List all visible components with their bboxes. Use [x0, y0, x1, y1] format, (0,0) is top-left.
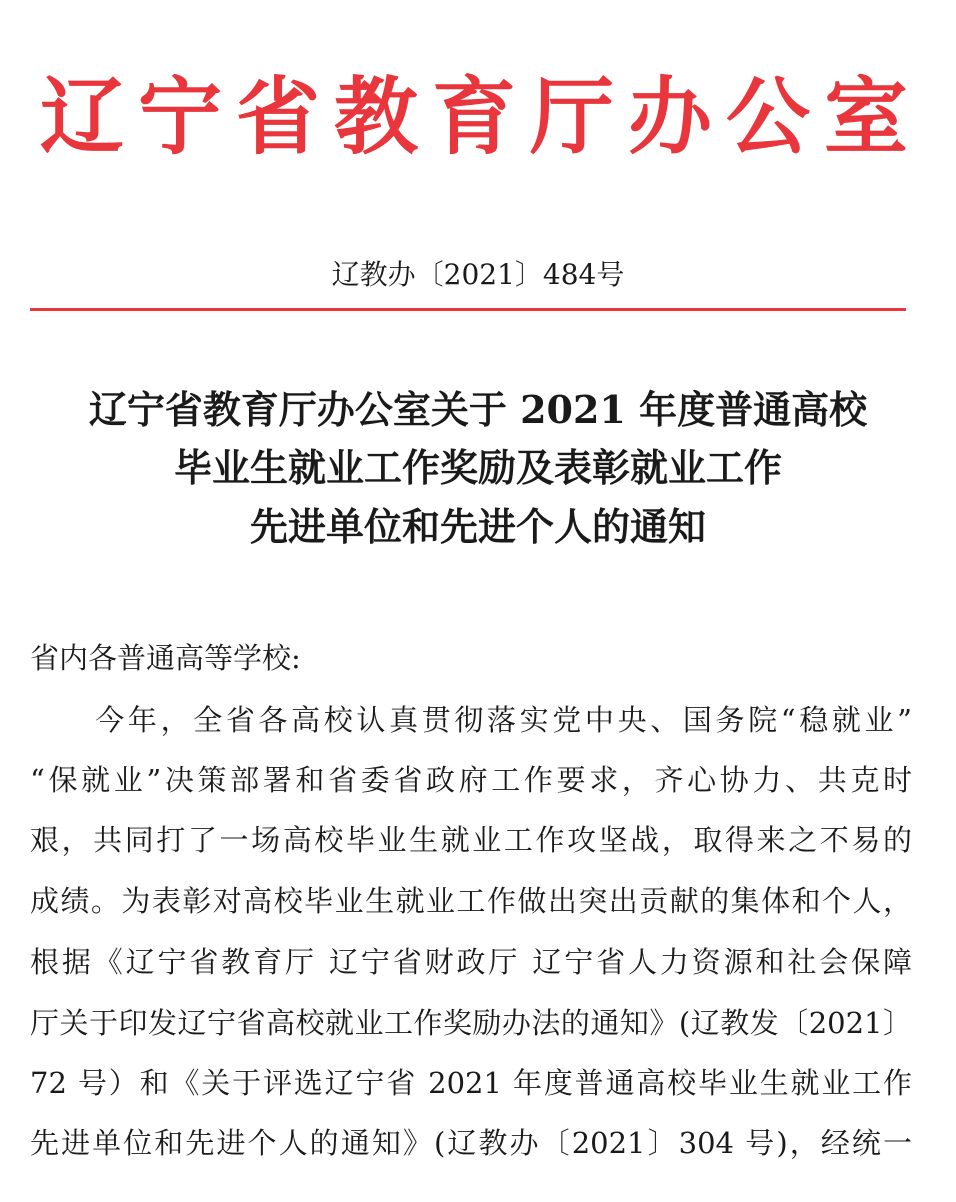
body-line: 厅关于印发辽宁省高校就业工作奖励办法的通知》(辽教发〔2021〕 [30, 1006, 912, 1040]
document-number: 辽教办〔2021〕484号 [331, 258, 625, 291]
body-line: 72 号）和《关于评选辽宁省 2021 年度普通高校毕业生就业工作 [30, 1066, 912, 1100]
red-divider [30, 308, 906, 311]
document-title-line-1: 辽宁省教育厅办公室关于 2021 年度普通高校 [88, 387, 868, 432]
body-line: 艰，共同打了一场高校毕业生就业工作攻坚战，取得来之不易的 [30, 823, 912, 857]
document-title-line-2: 毕业生就业工作奖励及表彰就业工作 [173, 445, 782, 490]
body-line: 成绩。为表彰对高校毕业生就业工作做出突出贡献的集体和个人， [30, 884, 912, 918]
body-line: “保就业”决策部署和省委省政府工作要求，齐心协力、共克时 [30, 763, 912, 797]
body-line: 根据《辽宁省教育厅 辽宁省财政厅 辽宁省人力资源和社会保障 [30, 945, 912, 979]
issuer-masthead: 辽宁省教育厅办公室 [40, 67, 923, 166]
body-line: 先进单位和先进个人的通知》(辽教办〔2021〕304 号)，经统一 [30, 1126, 912, 1160]
body-line: 今年，全省各高校认真贯彻落实党中央、国务院“稳就业” [30, 703, 912, 737]
salutation: 省内各普通高等学校: [30, 641, 301, 675]
document-title-line-3: 先进单位和先进个人的通知 [249, 504, 706, 549]
